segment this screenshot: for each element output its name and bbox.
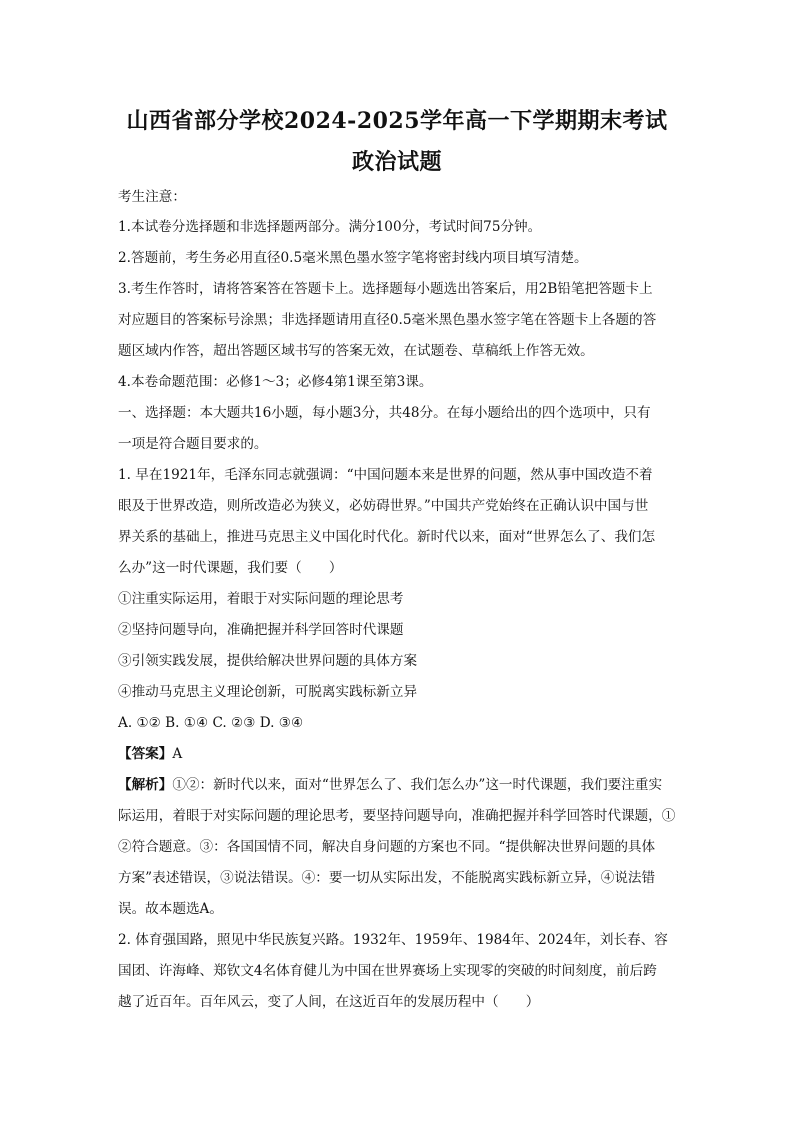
analysis-text: ①②：新时代以来，面对“世界怎么了、我们怎么办”这一时代课题，我们要注重实: [172, 777, 663, 793]
notice-heading: 考生注意：: [118, 189, 186, 205]
notice-item-3-line-3: 题区域内作答，超出答题区域书写的答案无效，在试题卷、草稿纸上作答无效。: [118, 343, 594, 359]
notice-item-1: 1.本试卷分选择题和非选择题两部分。满分100分，考试时间75分钟。: [118, 219, 542, 235]
question-1-choices: A. ①② B. ①④ C. ②③ D. ③④: [118, 715, 304, 731]
question-1-stem-line-1: 1. 早在1921年，毛泽东同志就强调：“中国问题本来是世界的问题，然从事中国改造不着: [118, 467, 653, 483]
question-1-answer: [118, 745, 690, 763]
notice-item-2: 2.答题前，考生务必用直径0.5毫米黑色墨水签字笔将密封线内项目填写清楚。: [118, 250, 588, 266]
question-2-stem-line-1: 2. 体育强国路，照见中华民族复兴路。1932年、1959年、1984年、2024年，刘长春、容: [118, 932, 668, 948]
question-2-stem-line-3: 越了近百年。百年风云，变了人间，在这近百年的发展历程中（ ）: [118, 994, 540, 1010]
question-1-analysis-line-2: 际运用，着眼于对实际问题的理论思考，要坚持问题导向，准确把握并科学回答时代课题，①: [118, 808, 676, 824]
question-1-option-2: ②坚持问题导向，准确把握并科学回答时代课题: [118, 622, 404, 638]
notice-item-4: 4.本卷命题范围：必修1～3；必修4第1课至第3课。: [118, 374, 433, 390]
section-heading-line-1: 一、选择题：本大题共16小题，每小题3分，共48分。在每小题给出的四个选项中，只有: [118, 405, 651, 421]
question-1-stem-line-3: 界关系的基础上，推进马克思主义中国化时代化。新时代以来，面对“世界怎么了、我们怎: [118, 529, 656, 545]
notice-item-3-line-1: 3.考生作答时，请将答案答在答题卡上。选择题每小题选出答案后，用2B铅笔把答题卡上: [118, 281, 653, 297]
question-1-option-3: ③引领实践发展，提供给解决世界问题的具体方案: [118, 653, 418, 669]
answer-label: 【答案】: [118, 746, 173, 762]
question-1-stem-line-4: 么办”这一时代课题，我们要（ ）: [118, 560, 343, 576]
analysis-label: 【解析】: [118, 777, 173, 793]
question-1-analysis-line-4: 方案”表述错误，③说法错误。④：要一切从实际出发，不能脱离实践标新立异，④说法错: [118, 870, 656, 886]
notice-item-3-line-2: 对应题目的答案标号涂黑；非选择题请用直径0.5毫米黑色墨水签字笔在答题卡上各题的答: [118, 312, 657, 328]
question-1-analysis-line-5: 误。故本题选A。: [118, 901, 223, 917]
question-1-analysis-line-3: ②符合题意。③：各国国情不同，解决自身问题的方案也不同。“提供解决世界问题的具体: [118, 839, 656, 855]
question-2-stem-line-2: 国团、许海峰、郑钦文4名体育健儿为中国在世界赛场上实现零的突破的时间刻度，前后跨: [118, 963, 657, 979]
document-title: 山西省部分学校2024-2025学年高一下学期期末考试: [126, 108, 668, 134]
document-subtitle: 政治试题: [351, 149, 442, 175]
question-1-option-1: ①注重实际运用，着眼于对实际问题的理论思考: [118, 591, 404, 607]
question-1-stem-line-2: 眼及于世界改造，则所改造必为狭义，必妨碍世界。”中国共产党始终在正确认识中国与世: [118, 498, 649, 514]
question-1-analysis-line-1: [118, 776, 690, 794]
answer-value: A: [172, 746, 183, 762]
section-heading-line-2: 一项是符合题目要求的。: [118, 436, 268, 452]
question-1-option-4: ④推动马克思主义理论创新，可脱离实践标新立异: [118, 684, 418, 700]
